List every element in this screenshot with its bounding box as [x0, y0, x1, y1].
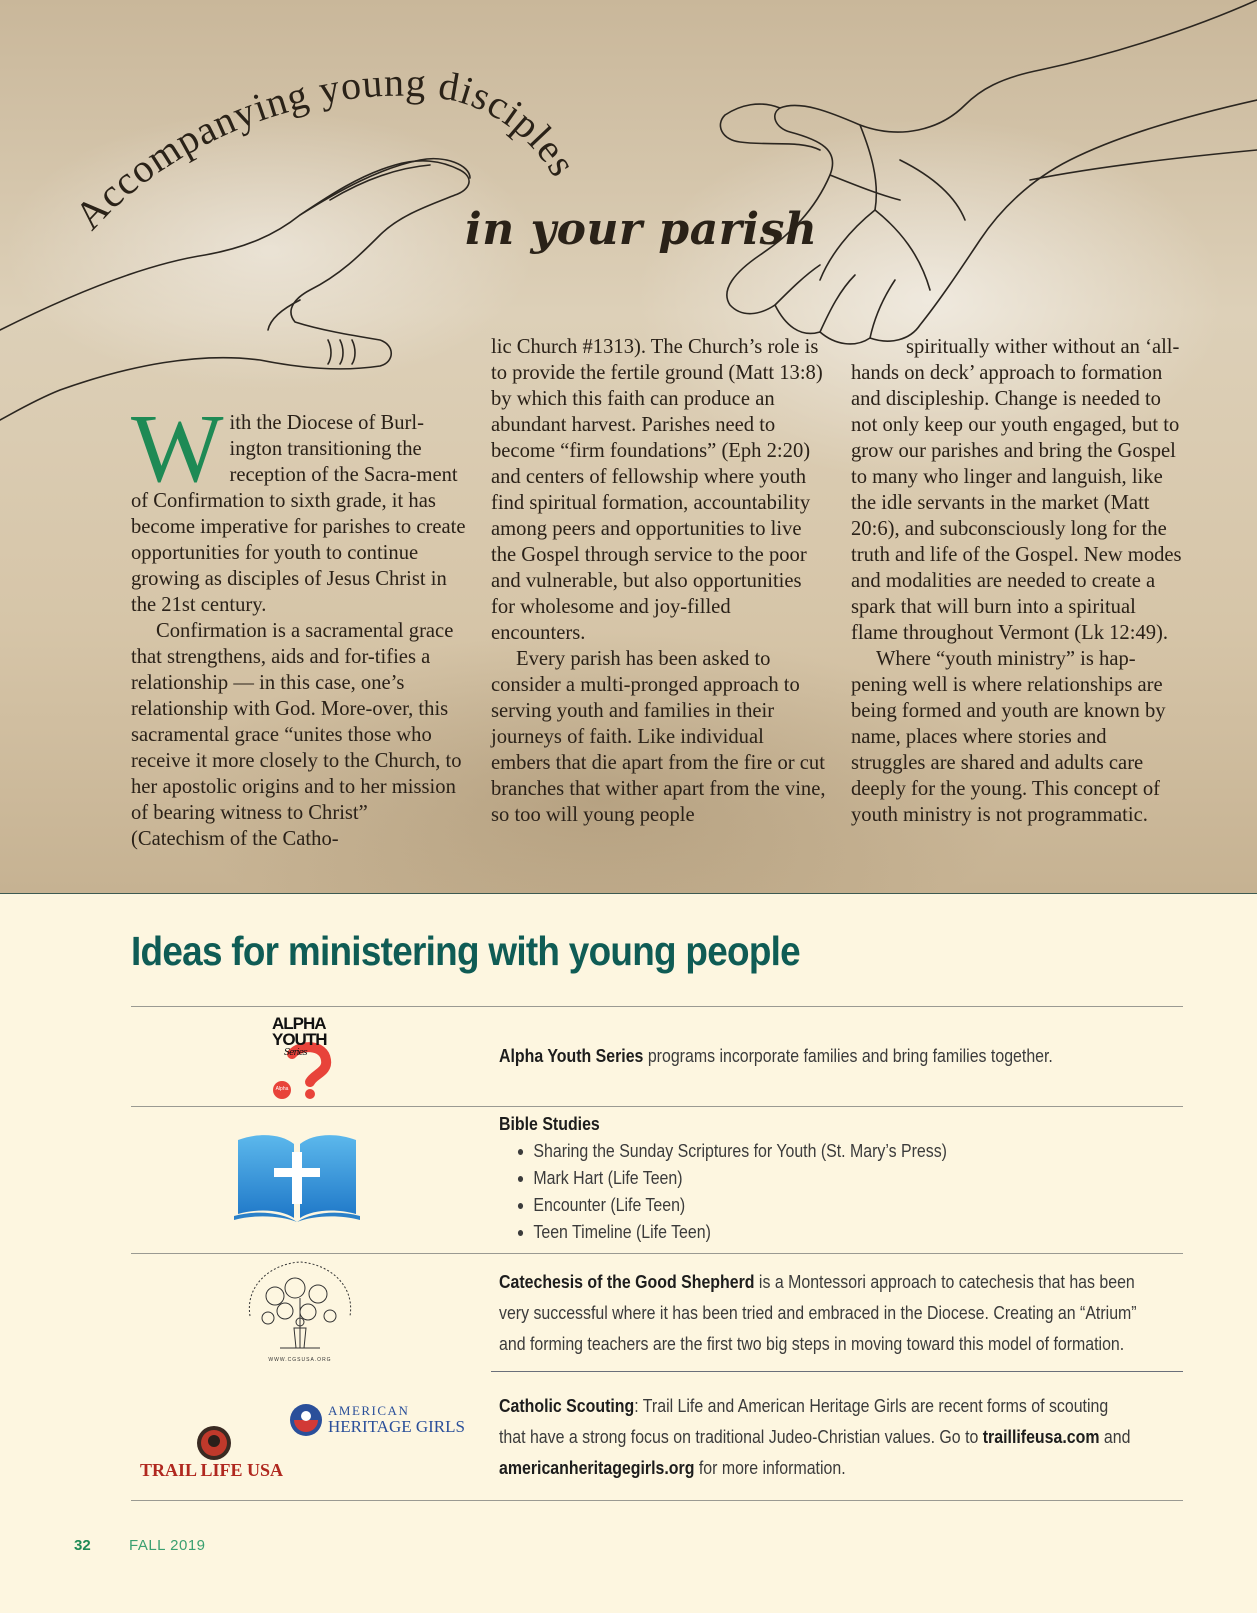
paragraph: Every parish has been asked to consider a multi-pronged approach to serving youth and families in their journeys of faith. Like individual embers that die apart from the fire or cut branches that wither apart from the vine, so too will young people [491, 648, 826, 826]
traillifeusa-link[interactable]: traillifeusa.com [982, 1426, 1100, 1447]
good-shepherd-name: Catechesis of the Good Shepherd [499, 1271, 755, 1292]
paragraph: Where “youth ministry” is hap-pening well is where relationships are being formed and youth are known by name, places where stories and struggles are shared and adults care deeply for the young. This concept of youth ministry is not programmatic. [851, 648, 1166, 826]
paragraph: lic Church #1313). The Church’s role is to provide the fertile ground (Matt 13:8) by which this faith can produce an abundant harvest. Parishes need to become “firm foundations” (Eph 2:20) and centers of fellowship where youth find spiritual formation, accountability among peers and opportunities to live the Gospel through service to the poor and vulnerable, but also opportunities for wholesome and joy-filled encounters. [491, 336, 823, 644]
ideas-heading: Ideas for ministering with young people [131, 928, 800, 974]
drop-cap: W [131, 395, 224, 503]
row-divider [131, 1006, 1183, 1007]
catholic-scouting-name: Catholic Scouting [499, 1395, 635, 1416]
good-shepherd-logo [240, 1256, 360, 1368]
alpha-logo-text: ALPHA YOUTH Series [272, 1014, 327, 1058]
list-item: • Sharing the Sunday Scriptures for Youth (St. Mary’s Press) [533, 1137, 947, 1164]
article-column-1 [131, 395, 466, 852]
article-title-curved [0, 0, 1257, 300]
bible-studies-name: Bible Studies [499, 1113, 600, 1134]
catholic-scouting-row: Catholic Scouting: Trail Life and American Heritage Girls are recent forms of scouting that have a strong focus on traditional Judeo-Christian values. Go to traillifeusa.com and americanheritagegirls.org for more information. [499, 1395, 1131, 1478]
row-divider [491, 1371, 1183, 1372]
paragraph: With the Diocese of Burl-ington transitioning the reception of the Sacra-ment of Confirmation to sixth grade, it has become imperative for parishes to create opportunities for youth to continue growing as disciples of Jesus Christ in the 21st century. [131, 395, 466, 616]
alpha-youth-logo: ALPHA YOUTH Series Alpha [262, 1014, 342, 1100]
article-title-line2: in your parish [465, 204, 818, 255]
trail-life-usa-logo: TRAIL LIFE USA [140, 1424, 300, 1484]
open-bible-icon [234, 1130, 360, 1222]
paragraph: spiritually wither without an ‘all-hands on deck’ approach to formation and discipleship. Change is needed to not only keep our youth engaged, but to grow our parishes and bring the Gospel to many who linger and languish, like the idle servants in the market (Matt 20:6), and subconsciously long for the truth and life of the Gospel. New modes and modalities are needed to create a spark that will burn into a spiritual flame throughout Vermont (Lk 12:49). [851, 336, 1182, 644]
row-divider [131, 1253, 1183, 1254]
article-column-3 [851, 334, 1186, 828]
section-divider [0, 893, 1257, 894]
article-title-line1: Accompanying young disciples [65, 59, 587, 238]
paragraph: Confirmation is a sacramental grace that strengthens, aids and for-tifies a relationship — in this case, one’s relationship with God. More-over, this sacramental grace “unites those who receive it more closely to the Church, to her apostolic origins and to her mission of bearing witness to Christ” (Catechism of the Catho- [131, 620, 462, 850]
bible-studies-row [499, 1110, 947, 1245]
americanheritagegirls-link[interactable]: americanheritagegirls.org [499, 1457, 695, 1478]
page-number: 32 [74, 1537, 91, 1554]
good-shepherd-row: Catechesis of the Good Shepherd is a Montessori approach to catechesis that has been very successful where it has been tried and embraced in the Diocese. Creating an “Atrium” and forming teachers are the first two big steps in moving toward this model of formation. [499, 1271, 1137, 1354]
bible-studies-list [499, 1137, 947, 1245]
list-item: • Encounter (Life Teen) [533, 1191, 947, 1218]
article-column-2 [491, 334, 826, 828]
american-heritage-girls-logo: AMERICAN HERITAGE GIRLS [288, 1402, 478, 1440]
good-shepherd-logo-url: WWW.CGSUSA.ORG [268, 1357, 332, 1363]
alpha-youth-name: Alpha Youth Series [499, 1045, 644, 1066]
list-item: • Teen Timeline (Life Teen) [533, 1218, 947, 1245]
list-item: • Mark Hart (Life Teen) [533, 1164, 947, 1191]
row-divider [131, 1106, 1183, 1107]
trail-life-emblem-icon [195, 1424, 233, 1462]
alpha-youth-row: Alpha Youth Series programs incorporate families and bring families together. [499, 1045, 1053, 1066]
row-divider [131, 1500, 1183, 1501]
issue-label: FALL 2019 [129, 1537, 206, 1554]
